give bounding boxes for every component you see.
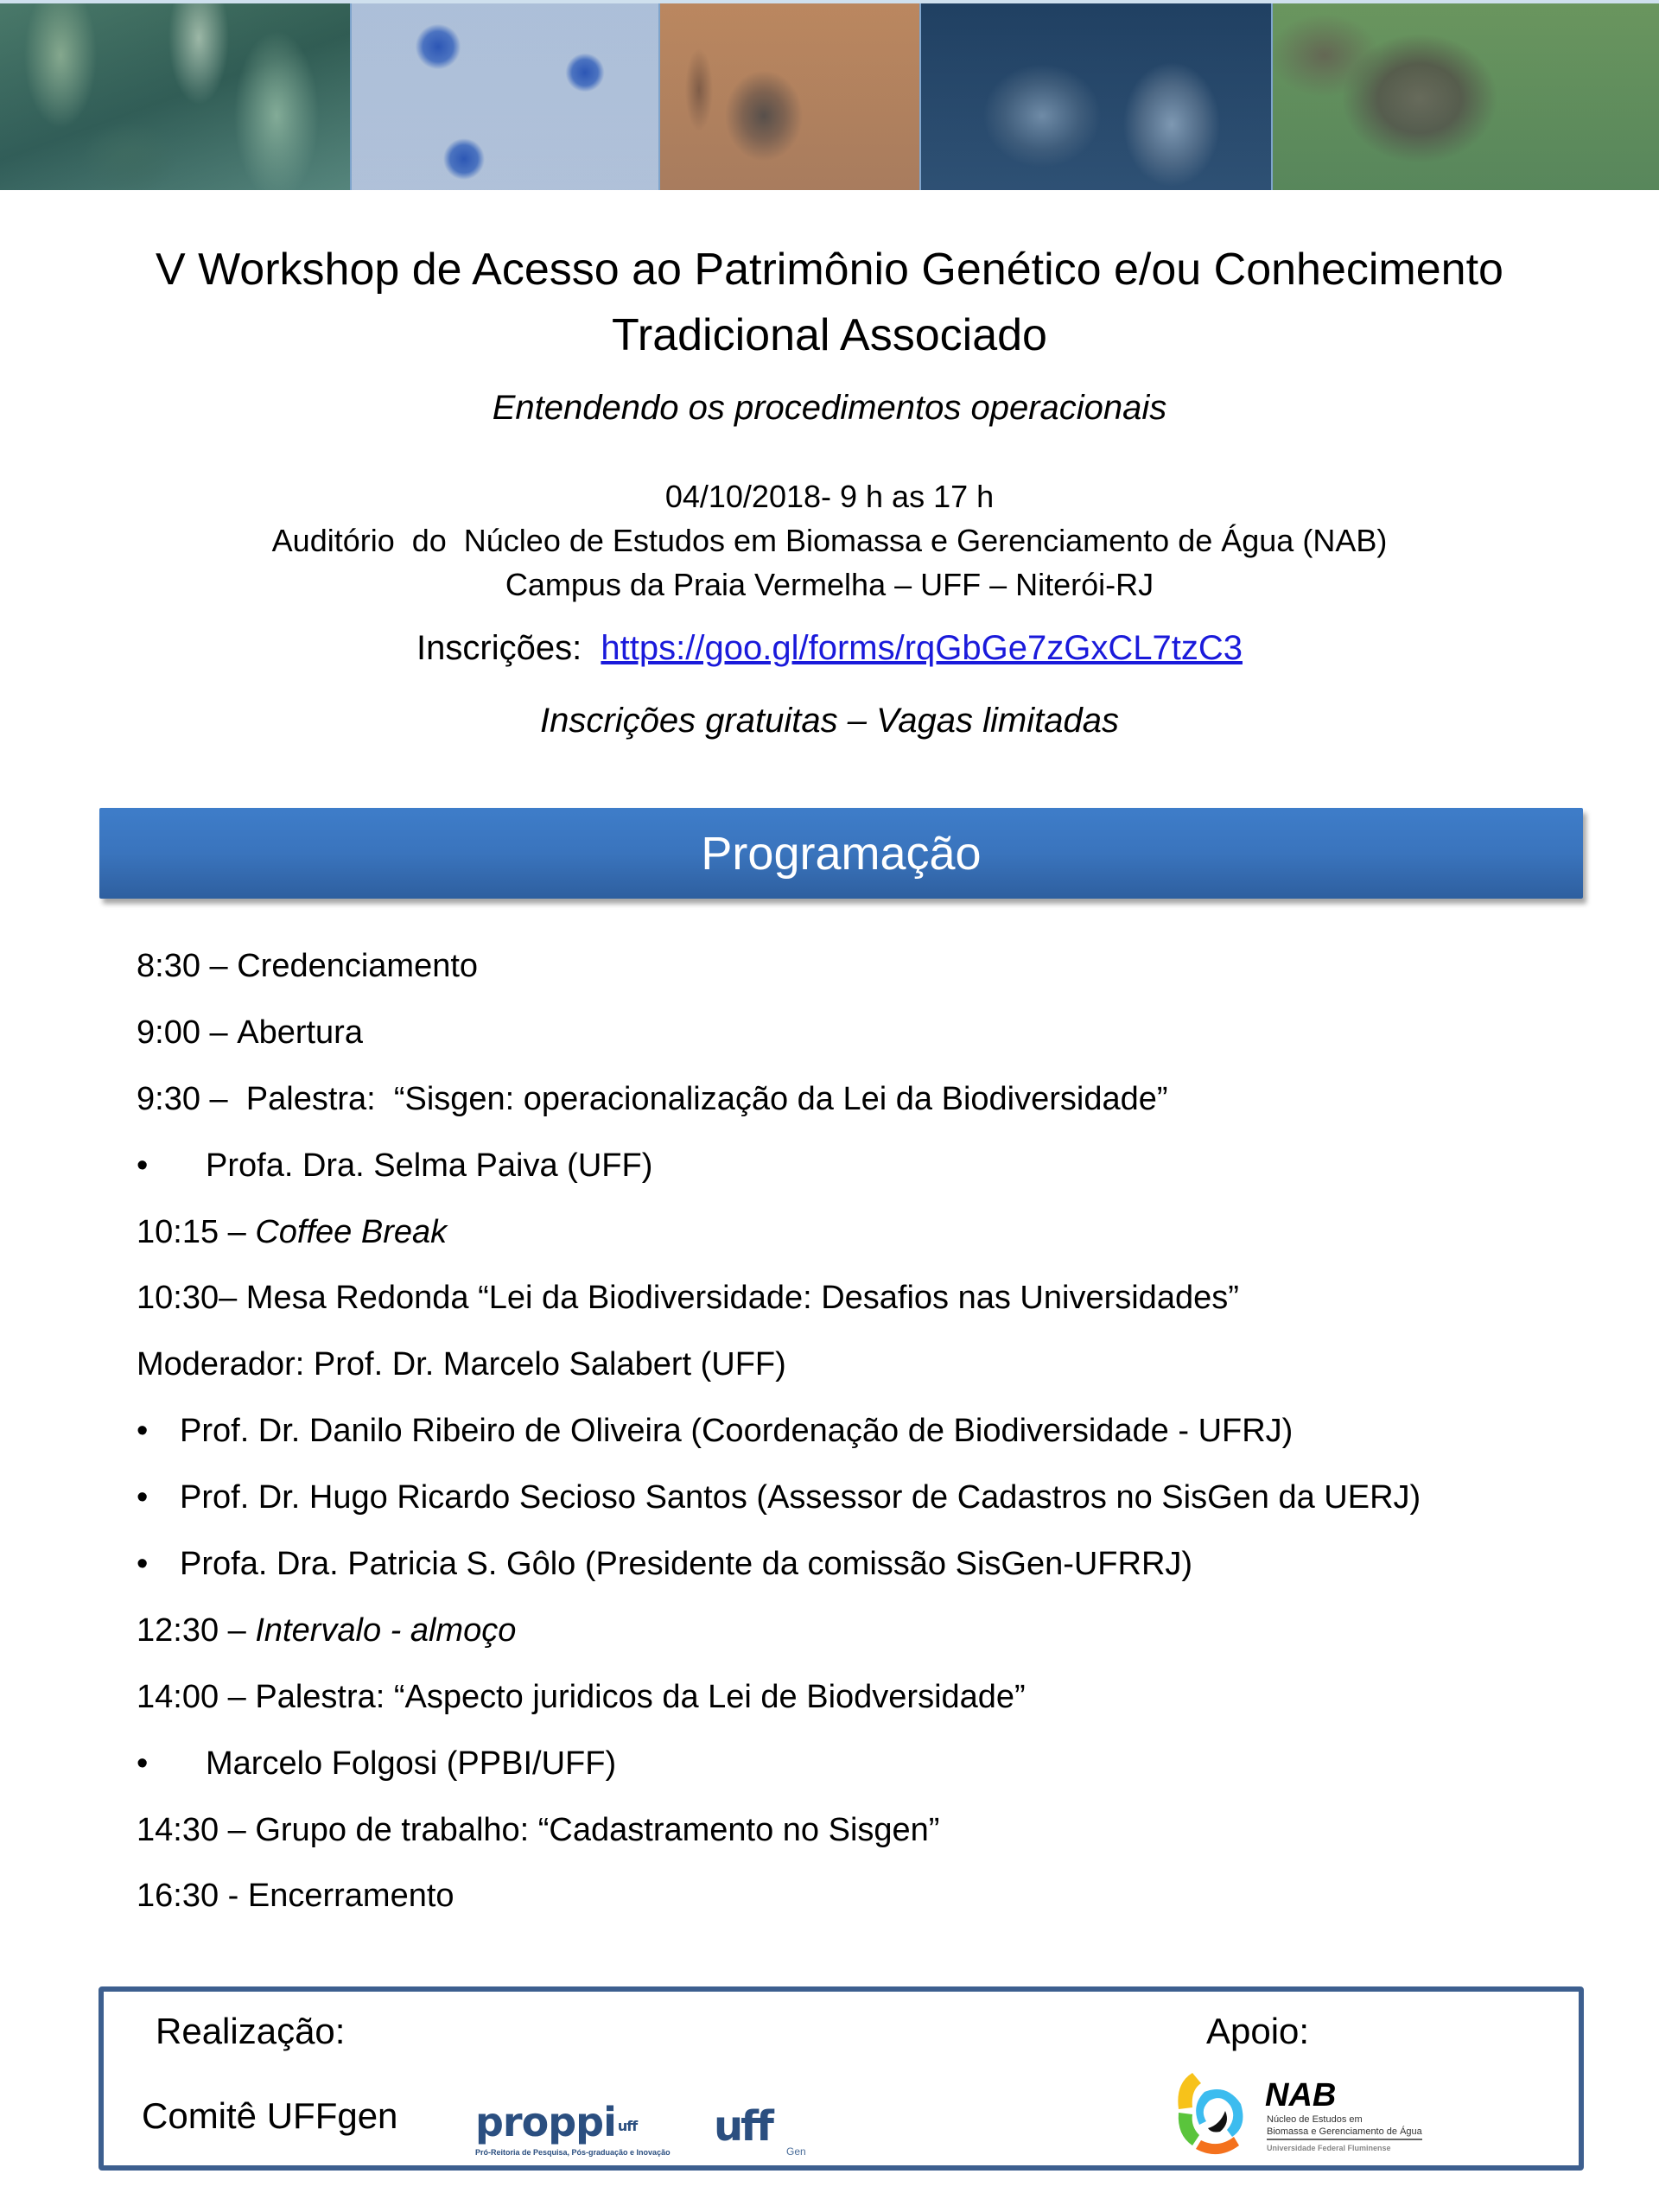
bullet-icon: • [137, 1147, 149, 1184]
schedule-text: Marcelo Folgosi (PPBI/UFF) [206, 1745, 617, 1782]
scorpion-photo [658, 3, 919, 190]
bullet-icon: • [137, 1546, 149, 1583]
schedule-text: Palestra: “Aspecto juridicos da Lei de Biodversidade” [255, 1678, 1026, 1715]
realizacao-label: Realização: [156, 2011, 346, 2051]
event-info [0, 474, 1659, 607]
registration-link[interactable]: https://goo.gl/forms/rqGbGe7zGxCL7tzC3 [601, 629, 1243, 667]
schedule-text-italic: Intervalo - almoço [255, 1611, 517, 1649]
nab-swirl-icon [1166, 2066, 1262, 2161]
schedule-text: Profa. Dra. Patricia S. Gôlo (Presidente da comissão SisGen-UFRRJ) [180, 1546, 1193, 1583]
proppi-logo: proppi uff Pró-Reitoria de Pesquisa, Pós-graduação e Inovação [475, 2099, 671, 2157]
event-campus: Campus da Praia Vermelha – UFF – Niterói-RJ [505, 567, 1154, 602]
schedule-text: Prof. Dr. Hugo Ricardo Secioso Santos (Assessor de Cadastros no SisGen da UERJ) [180, 1479, 1421, 1516]
schedule-text: Abertura [237, 1014, 363, 1051]
schedule-time: 14:00 – [137, 1678, 256, 1715]
bullet-icon: • [137, 1413, 149, 1450]
researchers-photo [919, 3, 1271, 190]
event-venue: Auditório do Núcleo de Estudos em Biomassa e Gerenciamento de Água (NAB) [271, 523, 1388, 558]
schedule-item [137, 1010, 1562, 1077]
schedule-time: 10:15 – [137, 1213, 256, 1250]
schedule-time: 9:30 – [137, 1080, 246, 1117]
event-title [0, 237, 1659, 368]
header-banner [0, 0, 1659, 190]
schedule-item [137, 1675, 1562, 1741]
program-heading-bar [99, 808, 1583, 899]
schedule-speaker [137, 1741, 1562, 1808]
program-schedule [137, 944, 1562, 1940]
schedule-item [137, 1342, 1562, 1408]
plant-leaves-photo [0, 3, 350, 190]
registration-label: Inscrições: [416, 629, 582, 667]
event-subtitle: Entendendo os procedimentos operacionais [492, 389, 1167, 427]
schedule-item [137, 1210, 1562, 1276]
rattlesnake-photo [1271, 3, 1659, 190]
schedule-item [137, 1608, 1562, 1675]
schedule-text: Profa. Dra. Selma Paiva (UFF) [206, 1147, 653, 1184]
event-title-line-1: V Workshop de Acesso ao Patrimônio Genético e/ou Conhecimento [156, 245, 1503, 295]
schedule-time: 12:30 – [137, 1611, 256, 1649]
schedule-text: Encerramento [247, 1878, 454, 1915]
schedule-text: Credenciamento [237, 948, 479, 984]
nab-logo: NAB Núcleo de Estudos em Biomassa e Gerenciamento de Água Universidade Federal Fluminense [1166, 2061, 1460, 2164]
organizer-name: Comitê UFFgen [142, 2095, 398, 2136]
schedule-speaker [137, 1475, 1562, 1541]
schedule-item [137, 944, 1562, 1010]
schedule-speaker [137, 1408, 1562, 1475]
schedule-speaker [137, 1541, 1562, 1608]
schedule-item [137, 1873, 1562, 1940]
uffgen-logo: uff Gen [714, 2102, 806, 2158]
schedule-speaker [137, 1143, 1562, 1210]
schedule-time: 8:30 – [137, 948, 238, 984]
schedule-text: Mesa Redonda “Lei da Biodiversidade: Desafios nas Universidades” [245, 1280, 1239, 1317]
schedule-time: 16:30 - [137, 1878, 248, 1915]
program-heading: Programação [701, 827, 982, 880]
registration-note: Inscrições gratuitas – Vagas limitadas [540, 702, 1119, 740]
schedule-item [137, 1077, 1562, 1143]
fungus-microscopy-photo [350, 3, 658, 190]
schedule-item [137, 1275, 1562, 1342]
bullet-icon: • [137, 1745, 149, 1782]
schedule-time: 10:30– [137, 1280, 246, 1317]
event-date-time: 04/10/2018- 9 h as 17 h [664, 479, 995, 514]
schedule-time: 9:00 – [137, 1014, 238, 1051]
schedule-text: Moderador: Prof. Dr. Marcelo Salabert (UFF) [137, 1346, 786, 1383]
schedule-text: Prof. Dr. Danilo Ribeiro de Oliveira (Coordenação de Biodiversidade - UFRJ) [180, 1413, 1294, 1450]
registration [0, 629, 1659, 668]
schedule-item [137, 1808, 1562, 1874]
sponsors-box [99, 1986, 1584, 2171]
bullet-icon: • [137, 1479, 149, 1516]
schedule-text-italic: Coffee Break [255, 1213, 448, 1250]
schedule-text: Palestra: “Sisgen: operacionalização da Lei da Biodiversidade” [245, 1080, 1168, 1117]
schedule-text: Grupo de trabalho: “Cadastramento no Sisgen” [255, 1811, 940, 1848]
apoio-label: Apoio: [1206, 2011, 1310, 2051]
schedule-time: 14:30 – [137, 1811, 256, 1848]
event-title-line-2: Tradicional Associado [612, 310, 1047, 360]
